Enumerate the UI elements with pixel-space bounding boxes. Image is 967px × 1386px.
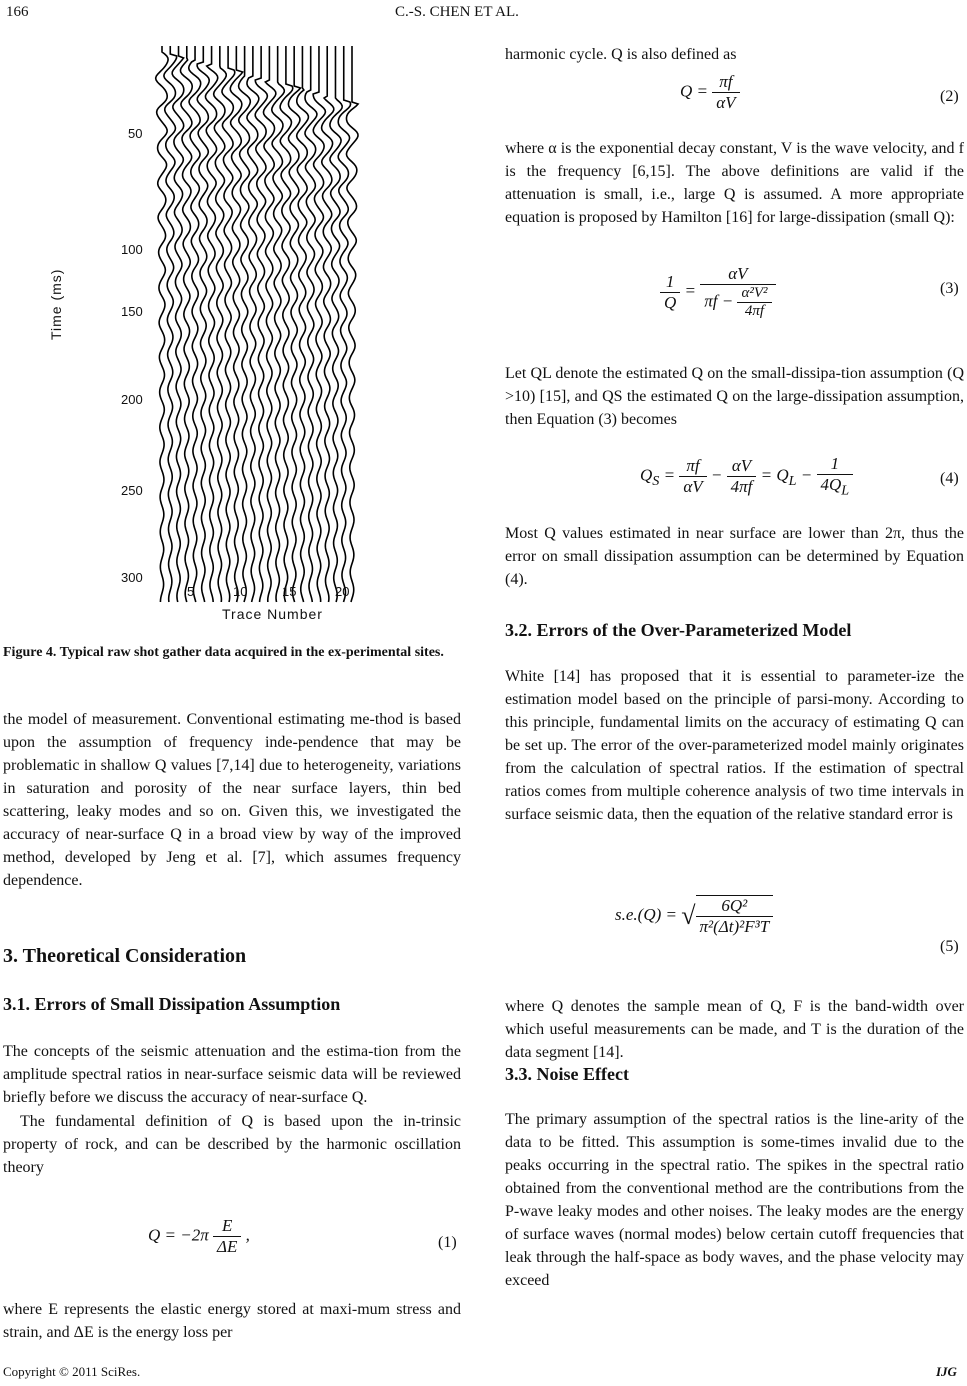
y-tick-300: 300 xyxy=(121,570,143,585)
right-para-5: White [14] has proposed that it is essential to parameter-ize the estimation model based on the principle of parsi-mony. According to this principle, fundamental limits on the accuracy of estimating Q can be set up. The error of the over-parameterized model mainly originates from the calculation of spectral ratios. If the estimation of spectral ratios comes from multiple coherence analysis of two time intervals in surface seismic data, then the equation of the relative standard error is xyxy=(505,668,964,823)
footer-journal: IJG xyxy=(936,1364,957,1379)
section-3-3-heading: 3.3. Noise Effect xyxy=(505,1064,629,1084)
equation-1: Q = −2π $\frac{E}{\Delta E}$ , xyxy=(148,1216,250,1256)
left-para-1: the model of measurement. Conventional estimating me-thod is based upon the assumption of frequency inde-pendence that may be problematic in shallow Q values [7,14] due to heterogeneity, variations in saturation and porosity of the near surface layers, thin bed scattering, leaky modes and so on. Given this, we investigated the accuracy of near-surface Q in a broad view by way of the improved method, developed by Jeng et al. [7], which assumes frequency dependence. xyxy=(3,711,461,889)
x-axis-label: Trace Number xyxy=(222,606,323,622)
running-title: C.-S. CHEN ET AL. xyxy=(395,4,519,20)
left-para-2: The concepts of the seismic attenuation and the estima-tion from the amplitude spectral ratios in near-surface seismic data will be reviewed briefly before we discuss the accuracy of near-surface Q. xyxy=(3,1043,461,1106)
equation-2: Q = $\frac{\pi f}{\alpha V}$ xyxy=(680,72,740,113)
x-tick-5: 5 xyxy=(187,584,195,599)
left-para-4: where E represents the elastic energy stored at maxi-mum stress and strain, and ΔE is the energy loss per xyxy=(3,1301,461,1341)
y-tick-200: 200 xyxy=(121,392,143,407)
section-3-1-heading: 3.1. Errors of Small Dissipation Assumption xyxy=(3,994,341,1014)
equation-1-number: (1) xyxy=(438,1234,457,1251)
y-tick-250: 250 xyxy=(121,483,143,498)
equation-2-number: (2) xyxy=(940,88,959,105)
x-tick-15: 15 xyxy=(282,584,297,599)
right-para-4: Most Q values estimated in near surface are lower than 2π, thus the error on small dissipation assumption can be determined by Equation (4). xyxy=(505,525,964,588)
x-tick-20: 20 xyxy=(335,584,350,599)
figure-seismic-gather xyxy=(48,40,390,640)
y-axis-label: Time (ms) xyxy=(48,268,64,340)
y-tick-150: 150 xyxy=(121,304,143,319)
section-3-heading: 3. Theoretical Consideration xyxy=(3,945,247,967)
equation-5: s.e.(Q) = √ $\frac{\text{6Q²}}{\text{π²(Δt)²F³T}}$ xyxy=(615,895,773,937)
footer-copyright: Copyright © 2011 SciRes. xyxy=(3,1364,141,1379)
left-para-3: The fundamental definition of Q is based upon the in-trinsic property of rock, and can be described by the harmonic oscillation theory xyxy=(3,1113,461,1176)
y-tick-100: 100 xyxy=(121,242,143,257)
right-para-1: harmonic cycle. Q is also defined as xyxy=(505,46,737,63)
shot-gather-plot xyxy=(70,40,390,640)
page-number: 166 xyxy=(6,4,29,20)
right-para-3: Let QL denote the estimated Q on the small-dissipa-tion assumption (Q >10) [15], and QS the estimated Q on the large-dissipation assumption, then Equation (3) becomes xyxy=(505,365,964,428)
x-tick-10: 10 xyxy=(233,584,248,599)
section-3-2-heading: 3.2. Errors of the Over-Parameterized Model xyxy=(505,620,852,640)
equation-3-number: (3) xyxy=(940,280,959,297)
y-tick-50: 50 xyxy=(128,126,143,141)
equation-3: $\frac{1}{Q}$ = αV πf − $\frac{\text{α²V²}}{4\pi f}$ xyxy=(660,264,776,320)
right-para-2: where α is the exponential decay constant, V is the wave velocity, and f is the frequency [6,15]. The above definitions are valid if the attenuation is small, i.e., large Q is assumed. A more appropriate equation is proposed by Hamilton [16] for large-dissipation (small Q): xyxy=(505,140,964,226)
equation-4: $Q_S$ = $\frac{\pi f}{\alpha V}$ − $\frac{\alpha V}{4\pi f}$ = $Q_L$ − $\frac{1}{4Q_L}$ xyxy=(640,454,853,499)
figure-caption: Figure 4. Typical raw shot gather data acquired in the ex-perimental sites. xyxy=(3,645,444,660)
right-para-7: The primary assumption of the spectral ratios is the line-arity of the data to be fitted. This assumption is some-times invalid due to the peaks occurring in the spectral ratio. The spikes in the spectral ratio obtained from the conventional method are the contributions from the P-wave leaky modes and other noises. The leaky modes are the energy of surface waves (normal modes) below certain cutoff frequencies that leak through the half-space as body waves, and the phase velocity may exceed xyxy=(505,1111,964,1289)
equation-4-number: (4) xyxy=(940,470,959,487)
right-para-6: where Q denotes the sample mean of Q, F is the band-width over which useful measurements can be made, and T is the duration of the data segment [14]. xyxy=(505,998,964,1061)
equation-5-number: (5) xyxy=(940,938,959,955)
